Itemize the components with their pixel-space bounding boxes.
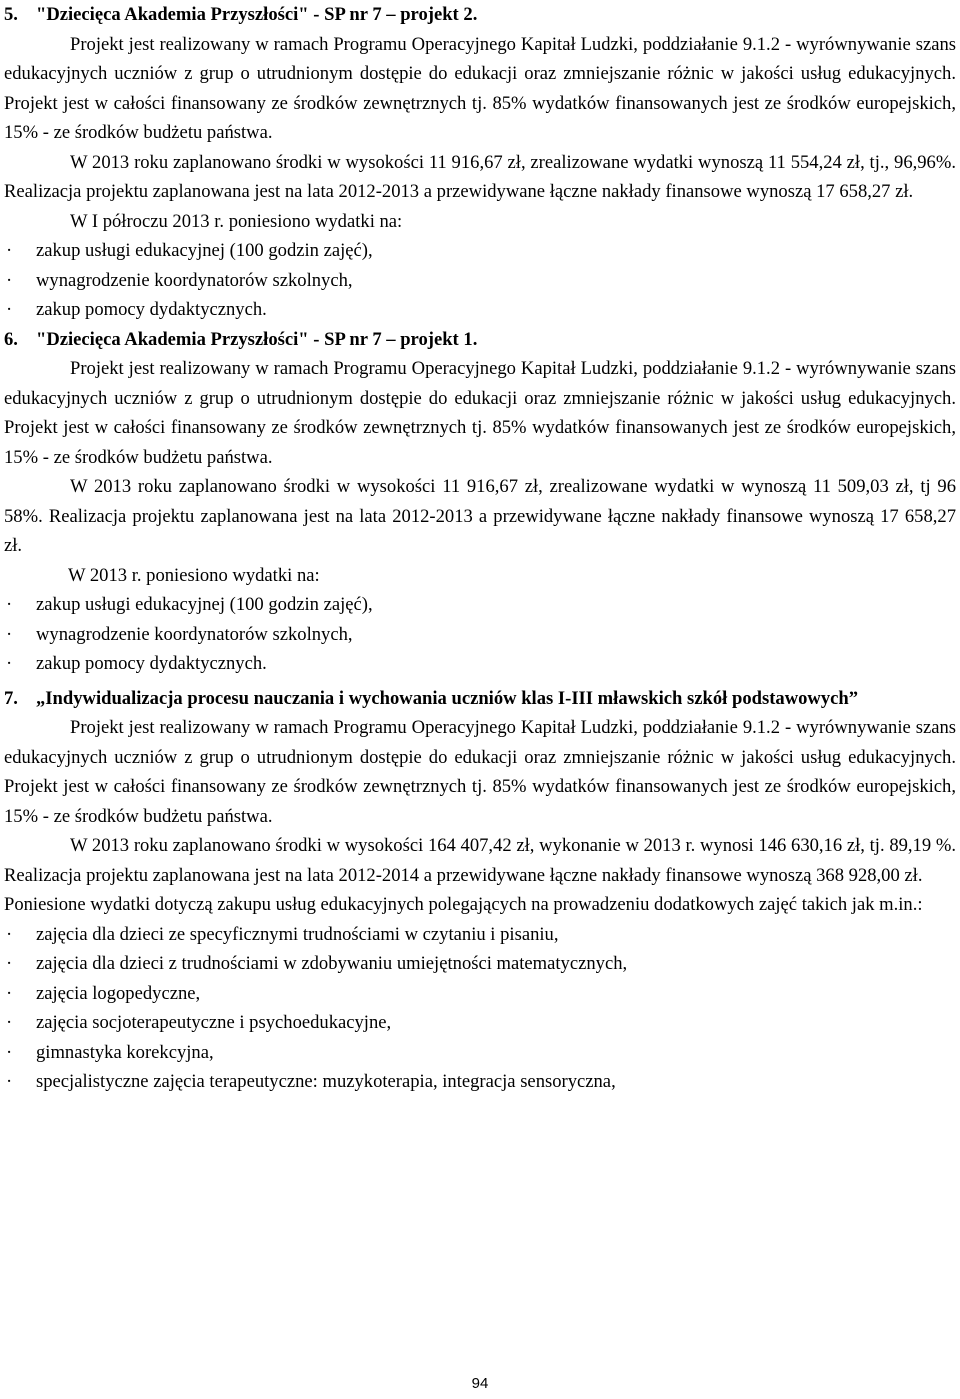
list-item-text: wynagrodzenie koordynatorów szkolnych, <box>36 269 353 291</box>
section-7-paragraph-3: Poniesione wydatki dotyczą zakupu usług edukacyjnych polegających na prowadzeniu dodatkowych zajęć takich jak m.in.: <box>4 894 923 915</box>
section-6-heading <box>4 325 956 355</box>
list-item-text: specjalistyczne zajęcia terapeutyczne: muzykoterapia, integracja sensoryczna, <box>36 1071 616 1092</box>
bullet-icon: · <box>6 240 13 261</box>
list-item <box>4 236 956 266</box>
list-item-text: zakup pomocy dydaktycznych. <box>36 653 267 674</box>
list-item <box>4 1038 956 1068</box>
list-item-text: wynagrodzenie koordynatorów szkolnych, <box>36 623 353 645</box>
section-5-paragraph-2: W 2013 roku zaplanowano środki w wysokości 11 916,67 zł, zrealizowane wydatki wynoszą 11 554,24 zł, tj., 96,96%. Realizacja projektu zaplanowana jest na lata 2012-2013 a przewidywane łączne nakłady finansowe wynoszą 17 658,27 zł. <box>4 151 956 202</box>
section-5-heading <box>4 0 956 30</box>
list-item <box>4 649 956 679</box>
section-number: 7. <box>4 687 18 709</box>
section-5-paragraph-3: W I półroczu 2013 r. poniesiono wydatki na: <box>70 210 403 232</box>
list-item <box>4 949 956 979</box>
bullet-icon: · <box>6 1012 13 1033</box>
bullet-icon: · <box>6 982 13 1004</box>
section-number: 6. <box>4 328 18 350</box>
bullet-icon: · <box>6 653 13 674</box>
section-6-paragraph-2: W 2013 roku zaplanowano środki w wysokości 11 916,67 zł, zrealizowane wydatki w wynoszą 11 509,03 zł, tj 96 58%. Realizacja projektu zaplanowana jest na lata 2012-2013 a przewidywane łączne nakłady finansowe wynoszą 17 658,27 zł. <box>4 476 956 556</box>
section-6-paragraph-1: Projekt jest realizowany w ramach Programu Operacyjnego Kapitał Ludzki, poddziałanie 9.1.2 - wyrównywanie szans edukacyjnych uczniów z grup o utrudnionym dostępie do edukacji oraz zmniejszanie różnic w jakości usług edukacyjnych. Projekt jest w całości finansowany ze środków zewnętrznych tj. 85% wydatków finansowanych jest ze środków europejskich, 15% - ze środków budżetu państwa. <box>4 358 956 468</box>
section-7-heading <box>4 684 956 714</box>
section-5-paragraph-1: Projekt jest realizowany w ramach Programu Operacyjnego Kapitał Ludzki, poddziałanie 9.1.2 - wyrównywanie szans edukacyjnych uczniów z grup o utrudnionym dostępie do edukacji oraz zmniejszanie różnic w jakości usług edukacyjnych. Projekt jest w całości finansowany ze środków zewnętrznych tj. 85% wydatków finansowanych jest ze środków europejskich, 15% - ze środków budżetu państwa. <box>4 33 956 143</box>
bullet-icon: · <box>6 623 13 645</box>
list-item-text: zajęcia socjoterapeutyczne i psychoedukacyjne, <box>36 1012 392 1033</box>
list-item-text: zajęcia logopedyczne, <box>36 982 201 1004</box>
page-number: 94 <box>471 1375 489 1392</box>
section-number: 5. <box>4 4 18 25</box>
list-item <box>4 295 956 325</box>
bullet-icon: · <box>6 299 13 320</box>
list-item <box>4 920 956 950</box>
section-7-paragraph-1: Projekt jest realizowany w ramach Programu Operacyjnego Kapitał Ludzki, poddziałanie 9.1.2 - wyrównywanie szans edukacyjnych uczniów z grup o utrudnionym dostępie do edukacji oraz zmniejszanie różnic w jakości usług edukacyjnych. Projekt jest w całości finansowany ze środków zewnętrznych tj. 85% wydatków finansowanych jest ze środków europejskich, 15% - ze środków budżetu państwa. <box>4 717 956 827</box>
list-item <box>4 1067 956 1097</box>
list-item <box>4 590 956 620</box>
section-6-paragraph-3: W 2013 r. poniesiono wydatki na: <box>68 564 320 586</box>
list-item-text: gimnastyka korekcyjna, <box>36 1041 214 1063</box>
list-item-text: zajęcia dla dzieci ze specyficznymi trudnościami w czytaniu i pisaniu, <box>36 923 559 945</box>
bullet-icon: · <box>6 269 13 291</box>
list-item <box>4 620 956 650</box>
bullet-icon: · <box>6 1041 13 1063</box>
section-title: "Dziecięca Akademia Przyszłości" - SP nr 7 – projekt 2. <box>36 4 478 25</box>
section-7-paragraph-2: W 2013 roku zaplanowano środki w wysokości 164 407,42 zł, wykonanie w 2013 r. wynosi 146 630,16 zł, tj. 89,19 %. Realizacja projektu zaplanowana jest na lata 2012-2014 a przewidywane łączne nakłady finansowe wynoszą 368 928,00 zł. <box>4 835 956 886</box>
section-title: "Dziecięca Akademia Przyszłości" - SP nr 7 – projekt 1. <box>36 328 478 350</box>
section-title: „Indywidualizacja procesu nauczania i wychowania uczniów klas I-III mławskich szkół podstawowych” <box>36 687 859 709</box>
list-item <box>4 1008 956 1038</box>
list-item-text: zajęcia dla dzieci z trudnościami w zdobywaniu umiejętności matematycznych, <box>36 953 628 974</box>
list-item-text: zakup pomocy dydaktycznych. <box>36 299 267 320</box>
list-item-text: zakup usługi edukacyjnej (100 godzin zajęć), <box>36 594 373 615</box>
bullet-icon: · <box>6 594 13 615</box>
list-item-text: zakup usługi edukacyjnej (100 godzin zajęć), <box>36 240 373 261</box>
list-item <box>4 266 956 296</box>
bullet-icon: · <box>6 923 13 945</box>
bullet-icon: · <box>6 1071 13 1092</box>
list-item <box>4 979 956 1009</box>
bullet-icon: · <box>6 953 13 974</box>
